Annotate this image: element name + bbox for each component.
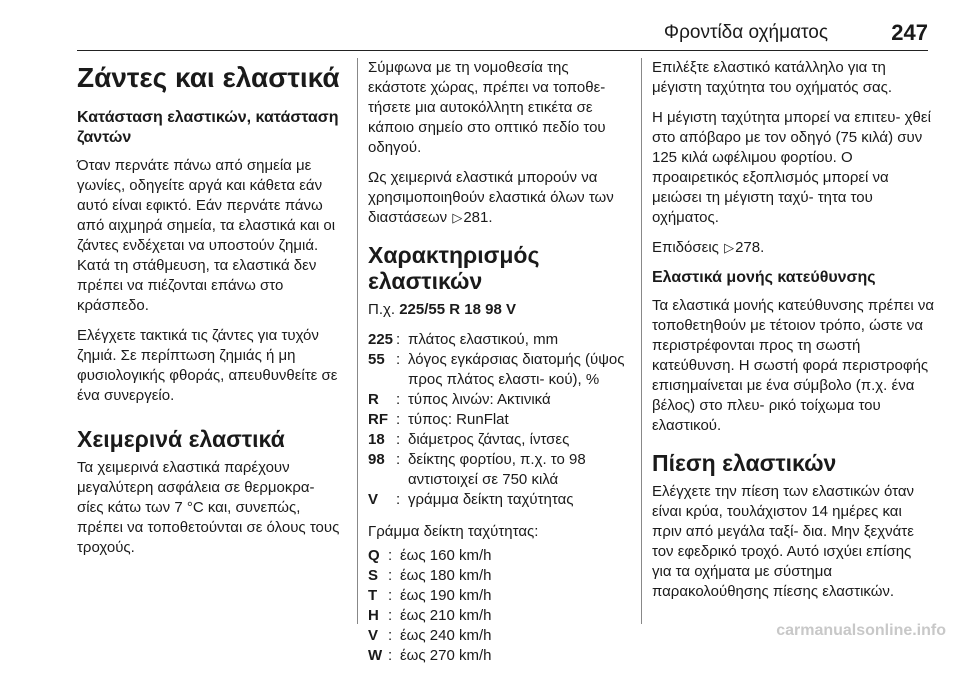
speed-index-key: S (368, 567, 379, 584)
page-number: 247 (891, 20, 928, 45)
designation-code-key: 225 (368, 331, 394, 348)
speed-index-key: H (368, 607, 379, 624)
speed-index-row (368, 606, 631, 626)
designation-code-row (368, 490, 631, 510)
colon-separator: : (396, 431, 401, 448)
page-reference-arrow-icon: ▷ (452, 210, 463, 225)
designation-code-row (368, 390, 631, 410)
designation-code-key: R (368, 391, 379, 408)
designation-code-description: δείκτης φορτίου, π.χ. το 98 αντιστοιχεί σε 750 κιλά (408, 451, 586, 488)
page-reference-link[interactable]: 278. (735, 239, 765, 256)
page-reference-arrow-icon: ▷ (724, 240, 735, 255)
paragraph-with-reference (368, 168, 631, 228)
colon-separator: : (396, 391, 401, 408)
section-title-tire-designation: Χαρακτηρισμός ελαστικών (368, 242, 540, 294)
paragraph-text: Επιδόσεις (652, 239, 719, 256)
footer-watermark: carmanualsonline.info (776, 622, 946, 639)
chapter-title: Ζάντες και ελαστικά (77, 62, 340, 93)
colon-separator: : (396, 451, 401, 468)
designation-code-key: 55 (368, 351, 385, 368)
paragraph: Ελέγχετε τακτικά τις ζάντες για τυχόν ζημιά. Σε περίπτωση ζημιάς ή μη φυσιολογικής φθοράς, απευθυνθείτε σε ένα συνεργείο. (77, 327, 338, 404)
colon-separator: : (388, 547, 393, 564)
column-3 (652, 58, 934, 612)
paragraph-with-reference (652, 238, 934, 258)
paragraph: Όταν περνάτε πάνω από σημεία με γωνίες, οδηγείτε αργά και κάθετα εάν αυτό είναι εφικτό. Εάν περνάτε πάνω από αιχμηρά σημεία, τα ελαστικά και οι ζάντες ενδέχεται να υποστούν ζημιά. Κατά τη στάθμευση, τα ελαστικά δεν πρέπει να πιέζονται επάνω στο κράσπεδο. (77, 157, 336, 314)
paragraph-text: Ως χειμερινά ελαστικά μπορούν να χρησιμοποιηθούν ελαστικά όλων των διαστάσεων (368, 169, 614, 226)
speed-index-description: έως 240 km/h (400, 627, 492, 644)
speed-index-key: T (368, 587, 378, 604)
colon-separator: : (388, 587, 393, 604)
colon-separator: : (396, 331, 401, 348)
running-header-title: Φροντίδα οχήματος (663, 22, 828, 43)
designation-code-description: γράμμα δείκτη ταχύτητας (408, 491, 574, 508)
speed-index-description: έως 210 km/h (400, 607, 492, 624)
section-title-tire-pressure: Πίεση ελαστικών (652, 450, 837, 476)
designation-code-key: RF (368, 411, 388, 428)
column-divider-1 (357, 58, 358, 624)
speed-index-description: έως 180 km/h (400, 567, 492, 584)
designation-code-key: 98 (368, 451, 385, 468)
example-code: 225/55 R 18 98 V (399, 301, 516, 318)
example-prefix: Π.χ. (368, 301, 396, 318)
designation-code-row (368, 410, 631, 430)
paragraph: Τα ελαστικά μονής κατεύθυνσης πρέπει να τοποθετηθούν με τέτοιον τρόπο, ώστε να περιστρέφονται προς τη σωστή κατεύθυνση. Η σωστή φορά περιστροφής επισημαίνεται με ένα σύμβολο (π.χ. ένα βέλος) στο πλευ- ρικό τοίχωμα του ελαστικού. (652, 297, 935, 434)
speed-index-key: W (368, 647, 383, 664)
colon-separator: : (388, 567, 393, 584)
designation-code-description: λόγος εγκάρσιας διατομής (ύψος προς πλάτος ελαστι- κού), % (408, 351, 625, 388)
speed-index-key: V (368, 627, 379, 644)
header-rule (77, 50, 928, 51)
speed-index-row (368, 546, 631, 566)
section-title-tire-condition: Κατάσταση ελαστικών, κατάσταση ζαντών (77, 109, 339, 146)
speed-index-description: έως 160 km/h (400, 547, 492, 564)
colon-separator: : (388, 627, 393, 644)
paragraph: Επιλέξτε ελαστικό κατάλληλο για τη μέγιστη ταχύτητα του οχήματός σας. (652, 59, 893, 96)
column-2 (368, 58, 631, 678)
designation-code-description: πλάτος ελαστικού, mm (408, 331, 559, 348)
column-divider-2 (641, 58, 642, 624)
designation-code-description: διάμετρος ζάντας, ίντσες (408, 431, 570, 448)
paragraph: Σύμφωνα με τη νομοθεσία της εκάστοτε χώρας, πρέπει να τοποθε- τήσετε μια αυτοκόλλητη ετικέτα σε κάποιο σημείο στο οπτικό πεδίο του οδηγού. (368, 59, 606, 156)
designation-code-key: 18 (368, 431, 385, 448)
speed-index-row (368, 626, 631, 646)
designation-code-list (368, 330, 631, 510)
speed-index-description: έως 270 km/h (400, 647, 492, 664)
speed-index-row (368, 646, 631, 666)
colon-separator: : (388, 607, 393, 624)
designation-code-key: V (368, 491, 379, 508)
colon-separator: : (396, 411, 401, 428)
section-title-winter-tires: Χειμερινά ελαστικά (77, 426, 285, 452)
designation-code-description: τύπος λινών: Ακτινικά (408, 391, 551, 408)
designation-example (368, 300, 631, 320)
speed-index-intro: Γράμμα δείκτη ταχύτητας: (368, 523, 539, 540)
paragraph: Τα χειμερινά ελαστικά παρέχουν μεγαλύτερη ασφάλεια σε θερμοκρα- σίες κάτω των 7 °C και, συνεπώς, πρέπει να τοποθετούνται σε όλους τους τροχούς. (77, 459, 340, 556)
section-title-directional-tires: Ελαστικά μονής κατεύθυνσης (652, 269, 876, 286)
colon-separator: : (396, 351, 401, 368)
page-reference-link[interactable]: 281. (463, 209, 493, 226)
designation-code-description: τύπος: RunFlat (408, 411, 509, 428)
designation-code-row (368, 350, 631, 390)
designation-code-row (368, 430, 631, 450)
designation-code-row (368, 450, 631, 490)
column-1 (77, 58, 345, 568)
speed-index-description: έως 190 km/h (400, 587, 492, 604)
designation-code-row (368, 330, 631, 350)
speed-index-row (368, 566, 631, 586)
colon-separator: : (388, 647, 393, 664)
page-header (0, 0, 960, 52)
speed-index-key: Q (368, 547, 380, 564)
speed-index-row (368, 586, 631, 606)
colon-separator: : (396, 491, 401, 508)
speed-index-list (368, 546, 631, 666)
paragraph: Η μέγιστη ταχύτητα μπορεί να επιτευ- χθεί στο απόβαρο με τον οδηγό (75 κιλά) συν 125 κιλά ωφέλιμου φορτίου. Ο προαιρετικός εξοπλισμός μπορεί να μειώσει τη μέγιστη ταχύ- τητα του οχήματος. (652, 109, 931, 226)
paragraph: Ελέγχετε την πίεση των ελαστικών όταν είναι κρύα, τουλάχιστον 14 ημέρες και πριν από μεγάλα ταξί- δια. Μην ξεχνάτε τον εφεδρικό τροχό. Αυτό ισχύει επίσης για τα οχήματα με σύστημα παρακολούθησης πίεσης ελαστικών. (652, 483, 915, 600)
